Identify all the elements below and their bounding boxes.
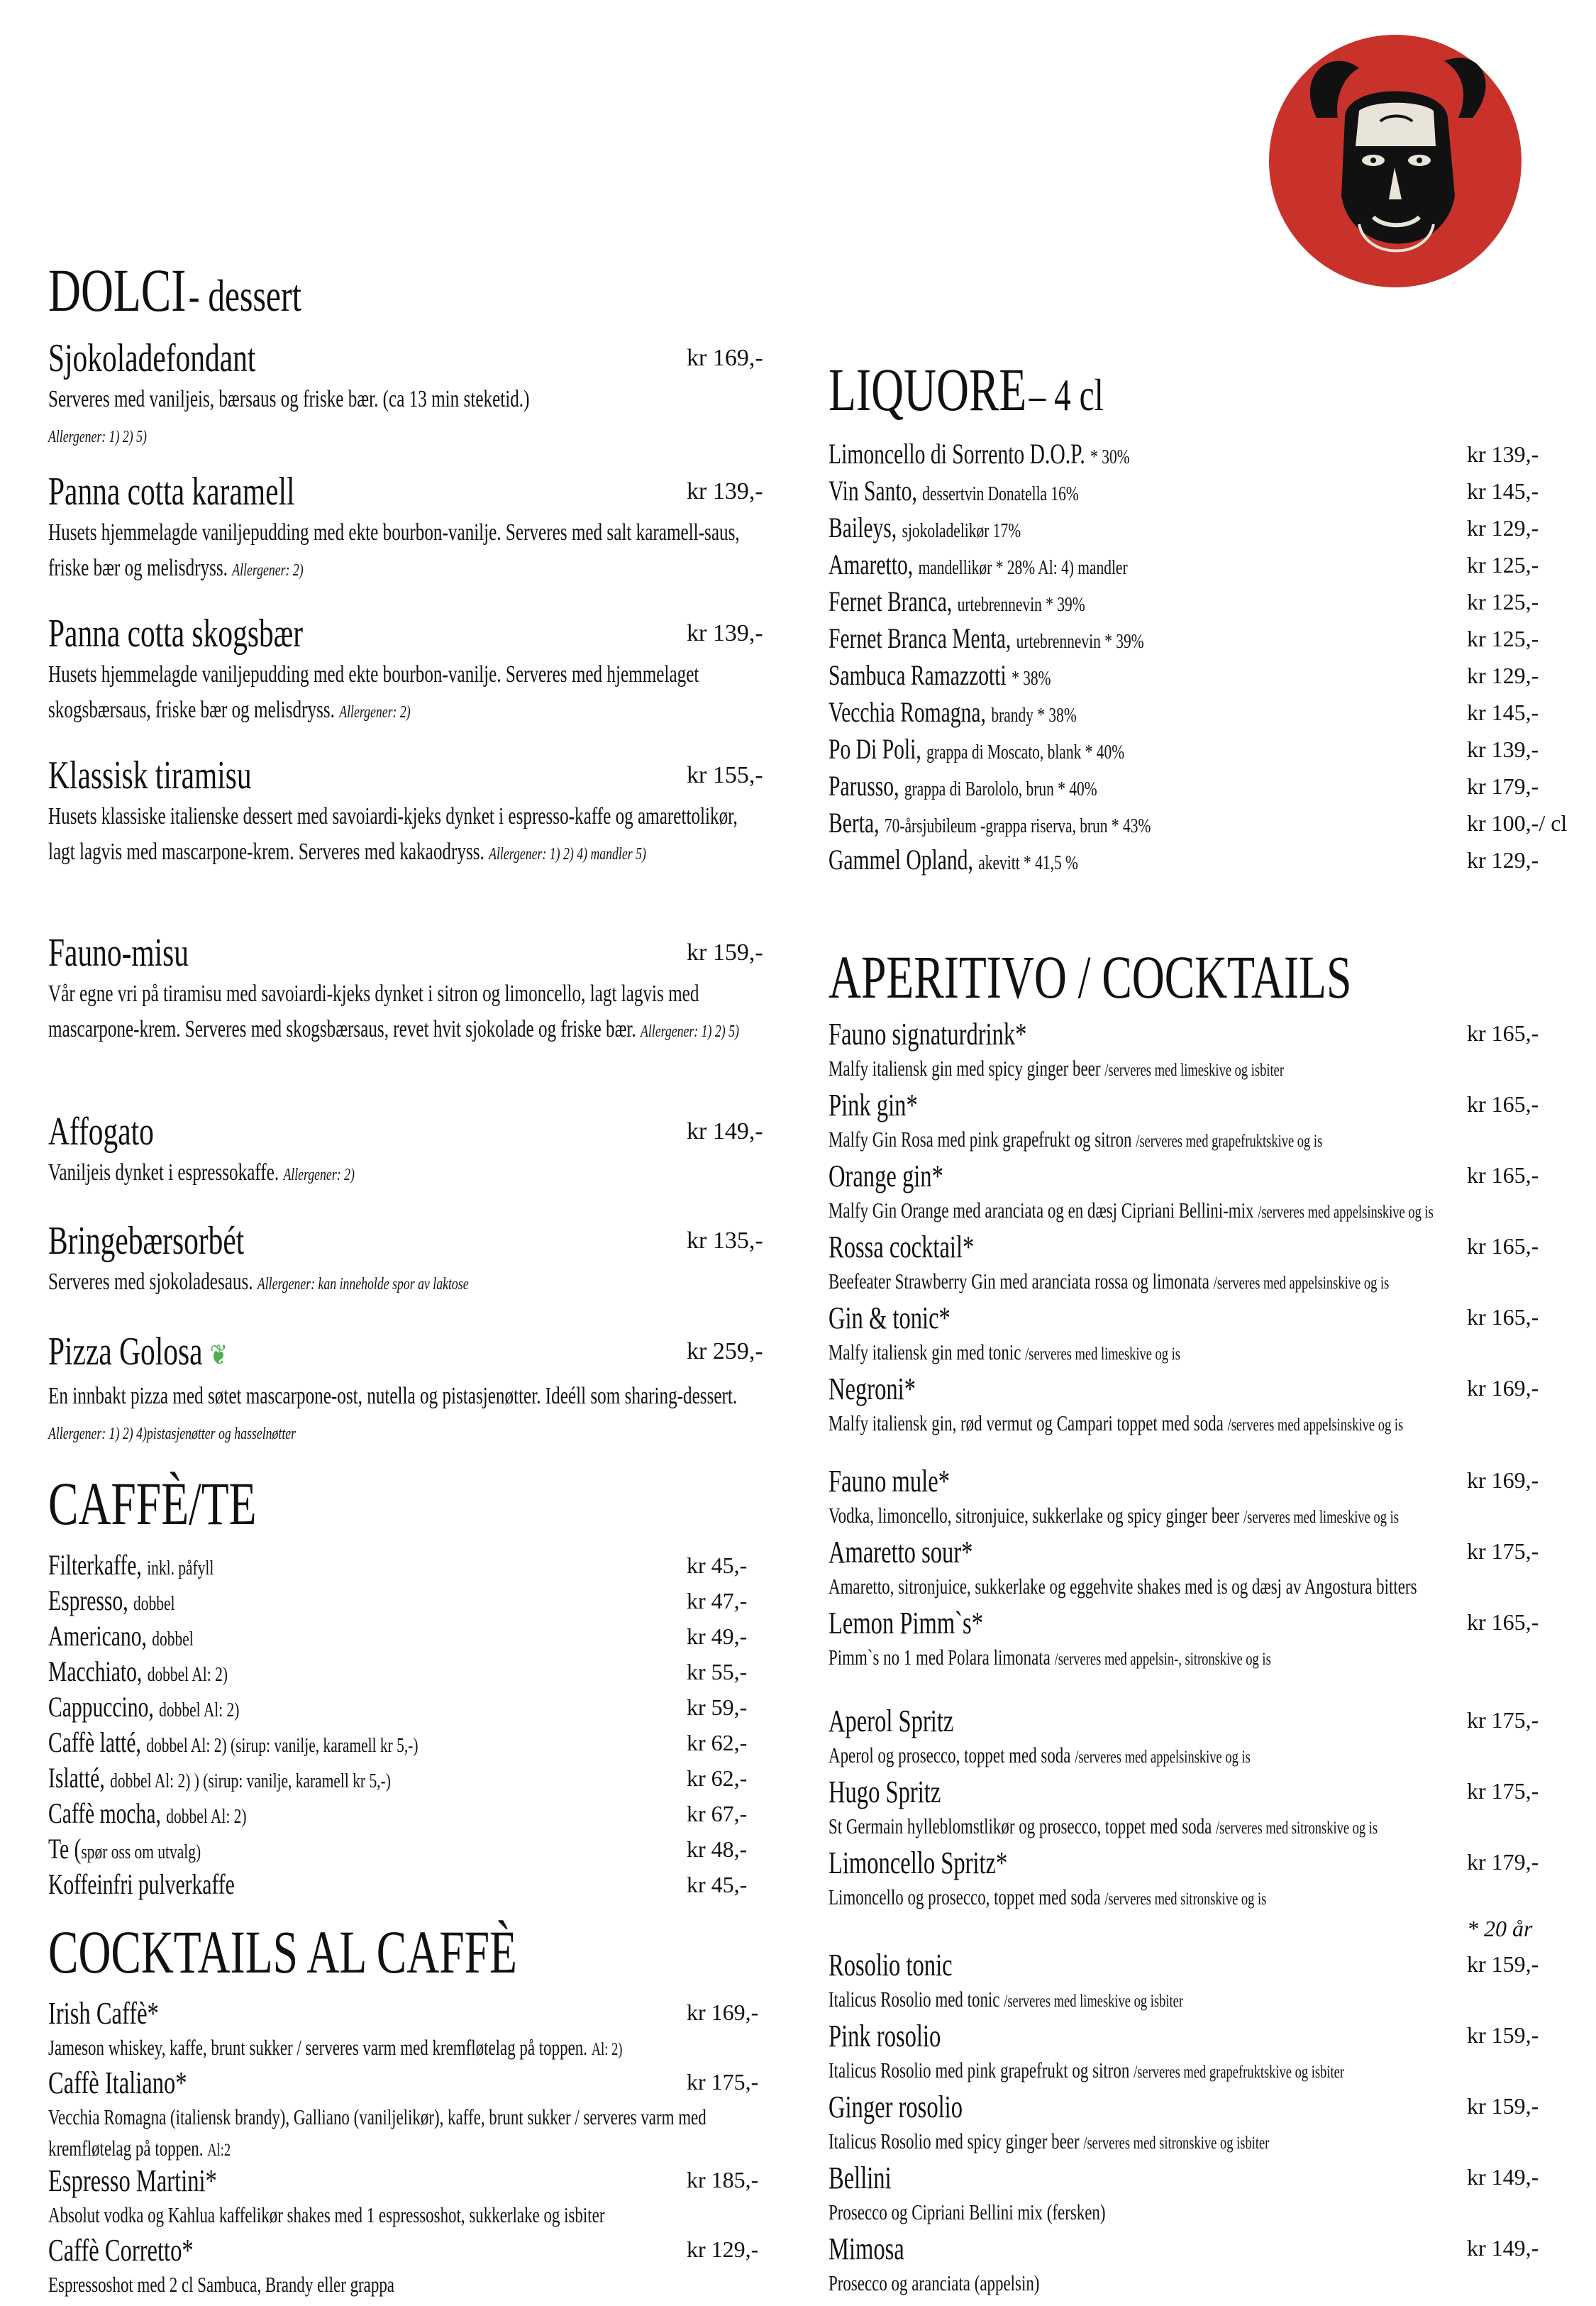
dessert-name: Klassisk tiramisu bbox=[48, 754, 252, 798]
liquore-item: Vin Santo, dessertvin Donatella 16% kr 145,- bbox=[829, 475, 1539, 507]
cocktail-item: Fauno signaturdrink* kr 165,- Malfy italiensk gin med spicy ginger beer /serveres med limeskive og isbiter bbox=[829, 1017, 1539, 1081]
right-column bbox=[829, 355, 1568, 2302]
cocktail-item: Hugo Spritz kr 175,- St Germain hylleblomstlikør og prosecco, toppet med soda /serveres med sitronskive og is bbox=[829, 1775, 1539, 1838]
caffe-item: Te (spør oss om utvalg) kr 48,- bbox=[48, 1833, 748, 1865]
caffe-item: Caffè latté, dobbel Al: 2) (sirup: vanilje, karamell kr 5,-) kr 62,- bbox=[48, 1726, 748, 1758]
cocktail-item: Bellini kr 149,- Prosecco og Cipriani Bellini mix (fersken) bbox=[829, 2161, 1539, 2224]
liquore-item: Baileys, sjokoladelikør 17% kr 129,- bbox=[829, 512, 1539, 544]
dessert-description: Vår egne vri på tiramisu med savoiardi-kjeks dynket i sitron og limoncello, lagt lagvis med mascarpone-krem. Serveres med skogsbærsaus, revet hvit sjokolade og friske bær. Allergener: 1) 2) 5) bbox=[48, 981, 739, 1042]
dessert-price: kr 159,- bbox=[687, 939, 763, 966]
dessert-price: kr 259,- bbox=[687, 1338, 763, 1364]
caffe-item: Koffeinfri pulverkaffe kr 45,- bbox=[48, 1868, 748, 1900]
aperitivo-list bbox=[829, 1016, 1559, 2302]
dessert-item bbox=[48, 752, 765, 929]
left-column bbox=[48, 255, 765, 2302]
dessert-name: Sjokoladefondant bbox=[48, 336, 256, 380]
liquore-subtitle: – 4 cl bbox=[1029, 370, 1104, 420]
cocktail-item: Ginger rosolio kr 159,- Italicus Rosolio med spicy ginger beer /serveres med sitronskive og isbiter bbox=[829, 2090, 1539, 2153]
liquore-item: Fernet Branca, urtebrennevin * 39% kr 125,- bbox=[829, 585, 1539, 617]
dessert-price: kr 139,- bbox=[687, 620, 763, 646]
cocktails-caffe-header bbox=[48, 1917, 578, 1987]
dessert-description: Husets hjemmelagde vaniljepudding med ekte bourbon-vanilje. Serveres med salt karamell-saus, friske bær og melisdryss. Allergener: 2) bbox=[48, 519, 740, 581]
liquore-item: Sambuca Ramazzotti * 38% kr 129,- bbox=[829, 659, 1539, 691]
cocktail-item: Mimosa kr 149,- Prosecco og aranciata (appelsin) bbox=[829, 2231, 1539, 2295]
faun-logo bbox=[1267, 33, 1524, 289]
caffe-item: Espresso, dobbel kr 47,- bbox=[48, 1584, 748, 1616]
cocktail-item: Pink gin* kr 165,- Malfy Gin Rosa med pink grapefrukt og sitron /serveres med grapefruktskive og is bbox=[829, 1088, 1539, 1152]
liquore-item: Fernet Branca Menta, urtebrennevin * 39% kr 125,- bbox=[829, 622, 1539, 654]
cocktail-item: Aperol Spritz kr 175,- Aperol og prosecco, toppet med soda /serveres med appelsinskive og is bbox=[829, 1704, 1539, 1767]
dessert-item bbox=[48, 610, 765, 752]
dessert-item bbox=[48, 468, 765, 610]
liquore-item: Amaretto, mandellikør * 28% Al: 4) mandler kr 125,- bbox=[829, 548, 1539, 580]
cocktail-item: Pink rosolio kr 159,- Italicus Rosolio med pink grapefrukt og sitron /serveres med grapefruktskive og isbiter bbox=[829, 2019, 1539, 2082]
dessert-item bbox=[48, 335, 765, 468]
liquore-item: Po Di Poli, grappa di Moscato, blank * 40% kr 139,- bbox=[829, 733, 1539, 765]
cocktail-item: Gin & tonic* kr 165,- Malfy italiensk gin med tonic /serveres med limeskive og is bbox=[829, 1301, 1539, 1364]
liquore-list bbox=[829, 436, 1568, 878]
coffee-cocktail: Caffè Corretto* kr 129,- Espressoshot med 2 cl Sambuca, Brandy eller grappa bbox=[48, 2233, 759, 2297]
caffe-title: CAFFÈ/TE bbox=[48, 1469, 257, 1538]
aperitivo-title: APERITIVO / COCKTAILS bbox=[829, 943, 1352, 1011]
coffee-cocktail: Espresso Martini* kr 185,- Absolut vodka og Kahlua kaffelikør shakes med 1 espressoshot, sukkerlake og isbiter bbox=[48, 2163, 759, 2227]
cocktail-item: Rosolio tonic kr 159,- Italicus Rosolio med tonic /serveres med limeskive og isbiter bbox=[829, 1948, 1539, 2012]
dessert-item bbox=[48, 1218, 765, 1328]
liquore-item: Parusso, grappa di Barololo, brun * 40% kr 179,- bbox=[829, 770, 1539, 802]
dessert-item bbox=[48, 1108, 765, 1218]
dessert-name: Fauno-misu bbox=[48, 931, 189, 975]
coffee-cocktail: Irish Caffè* kr 169,- Jameson whiskey, kaffe, brunt sukker / serveres varm med kremfløtelag på toppen. Al: 2) bbox=[48, 1996, 759, 2060]
dessert-description: Serveres med sjokoladesaus. Allergener: kan inneholde spor av laktose bbox=[48, 1269, 469, 1295]
dessert-name: Panna cotta skogsbær bbox=[48, 612, 304, 656]
caffe-item: Islatté, dobbel Al: 2) ) (sirup: vanilje, karamell kr 5,-) kr 62,- bbox=[48, 1762, 748, 1794]
cocktail-item: Limoncello Spritz* kr 179,- Limoncello og prosecco, toppet med soda /serveres med sitronskive og is bbox=[829, 1846, 1539, 1909]
dessert-item bbox=[48, 1328, 765, 1463]
dolci-header bbox=[48, 255, 578, 331]
liquore-item: Gammel Opland, akevitt * 41,5 % kr 129,- bbox=[829, 844, 1539, 876]
dessert-name: Pizza Golosa ❦ bbox=[48, 1330, 228, 1374]
cocktails-caffe-title: COCKTAILS AL CAFFÈ bbox=[48, 1918, 517, 1986]
caffe-item: Americano, dobbel kr 49,- bbox=[48, 1620, 748, 1652]
cocktail-item: Fauno mule* kr 169,- Vodka, limoncello, sitronjuice, sukkerlake og spicy ginger beer /serveres med limeskive og is bbox=[829, 1464, 1539, 1528]
dessert-name: Affogato bbox=[48, 1110, 154, 1154]
dessert-description: Vaniljeis dynket i espressokaffe. Allergener: 2) bbox=[48, 1159, 355, 1186]
dessert-item bbox=[48, 929, 765, 1108]
dessert-description: Husets hjemmelagde vaniljepudding med ekte bourbon-vanilje. Serveres med hjemmelaget skogsbærsaus, friske bær og melisdryss. Allergener: 2) bbox=[48, 661, 699, 723]
dessert-price: kr 169,- bbox=[687, 345, 763, 371]
liquore-item: Vecchia Romagna, brandy * 38% kr 145,- bbox=[829, 696, 1539, 728]
cocktail-item: Orange gin* kr 165,- Malfy Gin Orange med aranciata og en dæsj Cipriani Bellini-mix /serveres med appelsinskive og is bbox=[829, 1159, 1539, 1223]
liquore-item: Limoncello di Sorrento D.O.P. * 30% kr 139,- bbox=[829, 438, 1539, 470]
dessert-price: kr 135,- bbox=[687, 1228, 763, 1254]
dessert-description: En innbakt pizza med søtet mascarpone-ost, nutella og pistasjenøtter. Ideéll som sharing-dessert. Allergener: 1) 2) 4)pistasjenøtter og hasselnøtter bbox=[48, 1383, 738, 1443]
dessert-price: kr 155,- bbox=[687, 762, 763, 788]
coffee-cocktail: Caffè Italiano* kr 175,- Vecchia Romagna (italiensk brandy), Galliano (vaniljelikør), kaffe, brunt sukker / serveres varm med kremfløtelag på toppen. Al:2 bbox=[48, 2065, 759, 2161]
caffe-item: Caffè mocha, dobbel Al: 2) kr 67,- bbox=[48, 1797, 748, 1829]
cocktail-item: Negroni* kr 169,- Malfy italiensk gin, rød vermut og Campari toppet med soda /serveres med appelsinskive og is bbox=[829, 1372, 1539, 1435]
caffe-header bbox=[48, 1469, 578, 1538]
dessert-price: kr 139,- bbox=[687, 478, 763, 504]
cocktail-item: Lemon Pimm`s* kr 165,- Pimm`s no 1 med Polara limonata /serveres med appelsin-, sitronskive og is bbox=[829, 1606, 1539, 1670]
caffe-item: Macchiato, dobbel Al: 2) kr 55,- bbox=[48, 1655, 748, 1687]
caffe-list bbox=[48, 1547, 765, 1902]
dessert-description: Serveres med vaniljeis, bærsaus og friske bær. (ca 13 min steketid.) Allergener: 1) 2) 5) bbox=[48, 386, 530, 446]
dessert-description: Husets klassiske italienske dessert med savoiardi-kjeks dynket i espresso-kaffe og amarettolikør, lagt lagvis med mascarpone-krem. Serveres med kakaodryss. Allergener: 1) 2) 4) mandler 5) bbox=[48, 803, 738, 865]
dessert-name: Bringebærsorbét bbox=[48, 1219, 245, 1263]
age-note: * 20 år bbox=[1467, 1916, 1533, 1941]
cocktail-item: Amaretto sour* kr 175,- Amaretto, sitronjuice, sukkerlake og eggehvite shakes med is og dæsj av Angostura bitters bbox=[829, 1535, 1539, 1599]
dolci-title: DOLCI bbox=[48, 256, 187, 324]
caffe-item: Cappuccino, dobbel Al: 2) kr 59,- bbox=[48, 1691, 748, 1723]
liquore-title: LIQUORE bbox=[829, 355, 1027, 424]
liquore-header bbox=[829, 355, 1369, 430]
liquore-item: Berta, 70-årsjubileum -grappa riserva, brun * 43% kr 100,-/ cl bbox=[829, 807, 1568, 839]
caffe-item: Filterkaffe, inkl. påfyll kr 45,- bbox=[48, 1549, 748, 1581]
leaf-icon: ❦ bbox=[209, 1339, 228, 1371]
dessert-name: Panna cotta karamell bbox=[48, 470, 295, 514]
aperitivo-header bbox=[829, 942, 1369, 1012]
dolci-subtitle: - dessert bbox=[188, 270, 301, 321]
cocktail-item: Rossa cocktail* kr 165,- Beefeater Strawberry Gin med aranciata rossa og limonata /serveres med appelsinskive og is bbox=[829, 1230, 1539, 1293]
dessert-price: kr 149,- bbox=[687, 1118, 763, 1144]
